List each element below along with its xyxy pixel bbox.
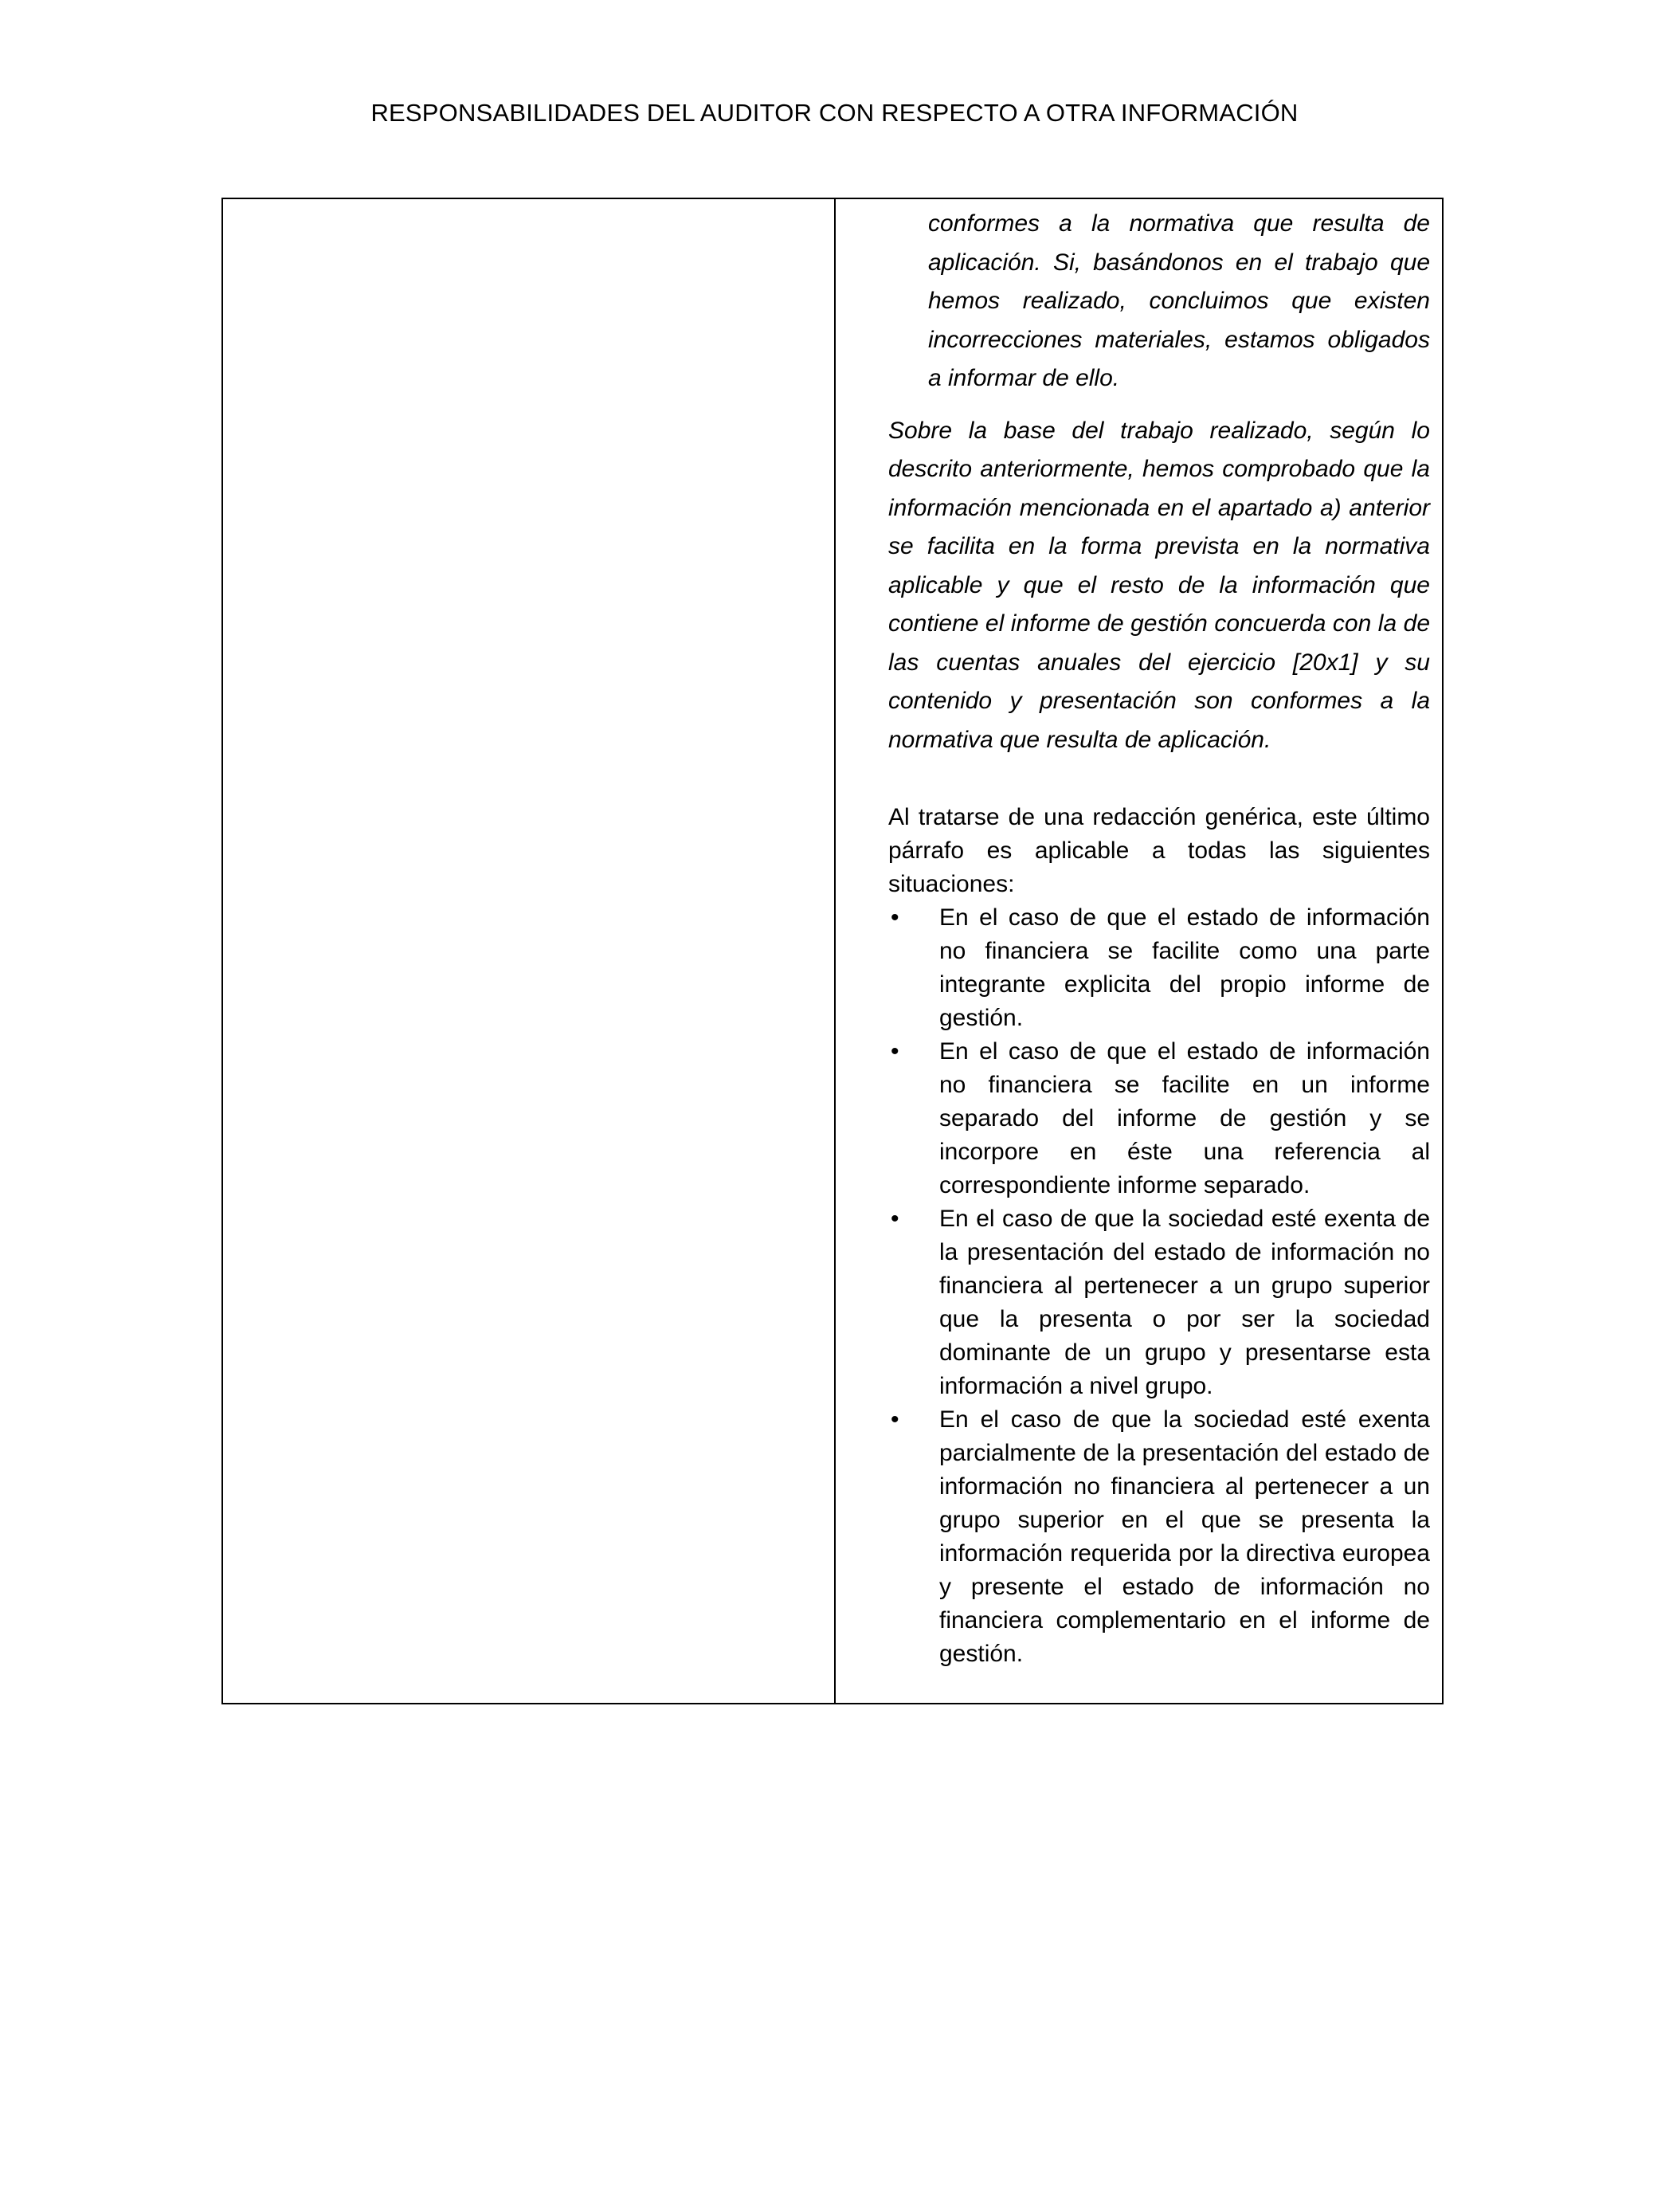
list-item bbox=[888, 1202, 1430, 1403]
list-item-text: En el caso de que la sociedad esté exenta de la presentación del estado de información no financiera al pertenecer a un grupo superior que la presenta o por ser la sociedad dominante de un grupo y presentarse esta información a nivel grupo. bbox=[939, 1206, 1430, 1399]
bullet-icon: • bbox=[891, 1206, 899, 1232]
list-item bbox=[888, 1403, 1430, 1671]
list-item bbox=[888, 1035, 1430, 1202]
content-table bbox=[221, 198, 1444, 1704]
right-cell bbox=[888, 205, 1430, 1671]
page-title: RESPONSABILIDADES DEL AUDITOR CON RESPECTO A OTRA INFORMACIÓN bbox=[370, 99, 1299, 127]
continued-paragraph: conformes a la normativa que resulta de aplicación. Si, basándonos en el trabajo que hemos realizado, concluimos que existen incorrecciones materiales, estamos obligados a informar de ello. bbox=[928, 210, 1430, 391]
column-divider bbox=[834, 199, 836, 1703]
list-item-text: En el caso de que el estado de información no financiera se facilite en un informe separado del informe de gestión y se incorpore en éste una referencia al correspondiente informe separado. bbox=[939, 1038, 1430, 1198]
bullet-icon: • bbox=[891, 904, 899, 931]
main-paragraph: Sobre la base del trabajo realizado, según lo descrito anteriormente, hemos comprobado que la información mencionada en el apartado a) anterior se facilita en la forma prevista en la normativa aplicable y que el resto de la información que contiene el informe de gestión concuerda con la de las cuentas anuales del ejercicio [20x1] y su contenido y presentación son conformes a la normativa que resulta de aplicación. bbox=[888, 417, 1430, 753]
situations-list bbox=[888, 901, 1430, 1671]
note-intro: Al tratarse de una redacción genérica, este último párrafo es aplicable a todas las siguientes situaciones: bbox=[888, 804, 1430, 897]
bullet-icon: • bbox=[891, 1038, 899, 1065]
list-item-text: En el caso de que el estado de información no financiera se facilite como una parte integrante explicita del propio informe de gestión. bbox=[939, 904, 1430, 1031]
bullet-icon: • bbox=[891, 1406, 899, 1433]
list-item-text: En el caso de que la sociedad esté exenta parcialmente de la presentación del estado de información no financiera al pertenecer a un grupo superior en el que se presenta la información requerida por la directiva europea y presente el estado de información no financiera complementario en el informe de gestión. bbox=[939, 1406, 1430, 1667]
list-item bbox=[888, 901, 1430, 1035]
